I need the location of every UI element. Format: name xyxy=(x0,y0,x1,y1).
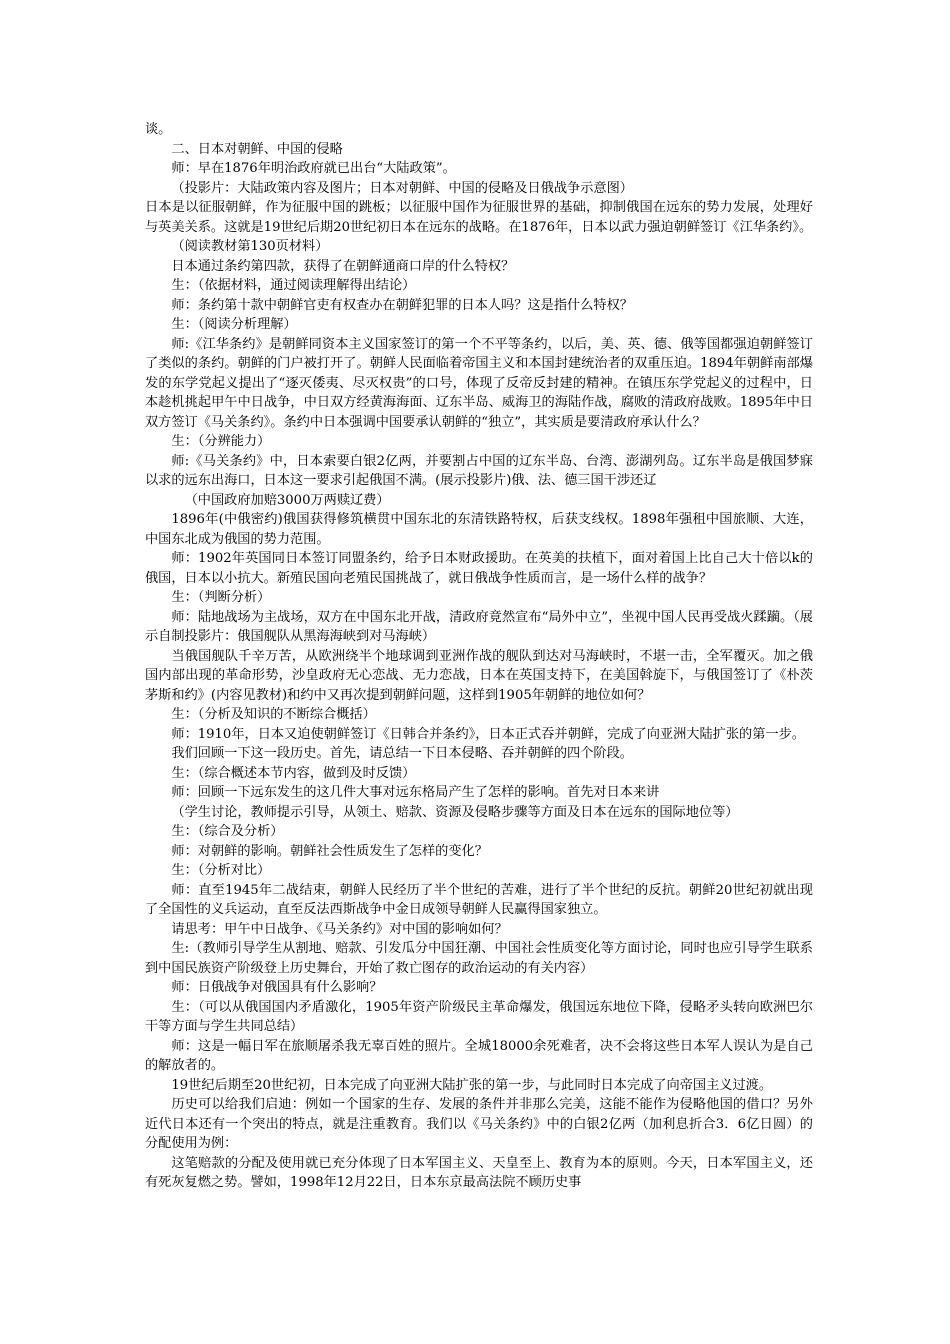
paragraph: 生：（判断分析） xyxy=(171,590,271,605)
paragraph: 请思考：甲午中日战争、《马关条约》对中国的影响如何？ xyxy=(171,921,508,937)
paragraph: （中国政府加赔3000万两赎辽费） xyxy=(184,492,390,508)
paragraph: 生:（教师引导学生从割地、赔款、引发瓜分中国狂潮、中国社会性质变化等方面讨论，同时也应引导学生联系到中国民族资产阶级登上历史舞台，开始了救亡图存的政治运动的有关内容） xyxy=(145,941,813,976)
paragraph: 当俄国舰队千辛万苦，从欧洲绕半个地球调到亚洲作战的舰队到达对马海峡时，不堪一击，全军覆灭。加之俄国内部出现的革命形势，沙皇政府无心恋战、无力恋战，日本在英国支持下，在美国斡旋下，与俄国签订了《朴茨茅斯和约》(内容见教材)和约中又再次提到朝鲜问题，这样到1905年朝鲜的地位如何？ xyxy=(145,648,813,703)
paragraph: 师：早在1876年明治政府就已出台“大陆政策”。 xyxy=(171,161,456,176)
paragraph: 二、日本对朝鲜、中国的侵略 xyxy=(171,141,343,157)
paragraph: 生：（分辨能力） xyxy=(171,434,271,449)
paragraph: 日本是以征服朝鲜，作为征服中国的跳板；以征服中国作为征服世界的基础，抑制俄国在远东的势力发展，处理好与英美关系。这就是19世纪后期20世纪初日本在远东的战略。在1876年，日本以武力强迫朝鲜签订《江华条约》。 xyxy=(145,200,813,235)
paragraph: 生：（综合及分析） xyxy=(171,824,284,839)
paragraph: 谈。 xyxy=(145,122,172,137)
paragraph: 师:《江华条约》是朝鲜同资本主义国家签订的第一个不平等条约，以后，美、英、德、俄等国都强迫朝鲜签订了类似的条约。朝鲜的门户被打开了。朝鲜人民面临着帝国主义和本国封建统治者的双重压迫。1894年朝鲜南部爆发的东学党起义提出了“逐灭倭夷、尽灭权贵”的口号，体现了反帝反封建的精神。在镇压东学党起义的过程中，日本趁机挑起甲午中日战争，中日双方经黄海海面、辽东半岛、威海卫的海陆作战，腐败的清政府战败。1895年中日双方签订《马关条约》。条约中日本强调中国要承认朝鲜的“独立”，其实质是要清政府承认什么？ xyxy=(145,336,813,430)
paragraph: 19世纪后期至20世纪初，日本完成了向亚洲大陆扩张的第一步，与此同时日本完成了向帝国主义过渡。 xyxy=(171,1077,773,1093)
paragraph: 生：（阅读分析理解） xyxy=(171,317,297,332)
paragraph: 师：对朝鲜的影响。朝鲜社会性质发生了怎样的变化？ xyxy=(171,843,488,859)
paragraph: 师:《马关条约》中，日本索要白银2亿两，并要割占中国的辽东半岛、台湾、澎湖列岛。辽东半岛是俄国梦寐以求的远东出海口，日本这一要求引起俄国不满。(展示投影片)俄、法、德三国干涉还辽 xyxy=(145,453,813,488)
paragraph: 生：（分析对比） xyxy=(171,863,271,878)
paragraph: 生：（分析及知识的不断综合概括） xyxy=(171,707,376,722)
paragraph: 师：1902年英国同日本签订同盟条约，给予日本财政援助。在英美的扶植下，面对着国上比自己大十倍以k的俄国，日本以小抗大。新殖民国向老殖民国挑战了，就日俄战争性质而言，是一场什么样的战争？ xyxy=(145,551,813,586)
paragraph: （学生讨论，教师提示引导，从领土、赔款、资源及侵略步骤等方面及日本在远东的国际地位等） xyxy=(171,804,739,820)
paragraph: 生：（综合概述本节内容，做到及时反馈） xyxy=(171,765,416,781)
paragraph: 师：回顾一下远东发生的这几件大事对远东格局产生了怎样的影响。首先对日本来讲 xyxy=(171,785,660,800)
paragraph: 师：日俄战争对俄国具有什么影响？ xyxy=(171,980,383,995)
paragraph: 日本通过条约第四款，获得了在朝鲜通商口岸的什么特权？ xyxy=(171,258,515,274)
paragraph: 师：1910年，日本又迫使朝鲜签订《日韩合并条约》，日本正式吞并朝鲜，完成了向亚洲大陆扩张的第一步。 xyxy=(171,726,805,742)
paragraph: 师：条约第十款中朝鲜官吏有权查办在朝鲜犯罪的日本人吗？这是指什么特权？ xyxy=(171,297,633,313)
paragraph: 历史可以给我们启迪：例如一个国家的生存、发展的条件并非那么完美，这能不能作为侵略他国的借口？另外近代日本还有一个突出的特点，就是注重教育。我们以《马关条约》中的白银2亿两（加利息折合3．6亿日圆）的分配使用为例： xyxy=(145,1097,813,1151)
paragraph: 这笔赔款的分配及使用就已充分体现了日本军国主义、天皇至上、教育为本的原则。今天，日本军国主义，还有死灰复燃之势。譬如，1998年12月22日，日本东京最高法院不顾历史事 xyxy=(145,1155,813,1190)
paragraph: （投影片：大陆政策内容及图片；日本对朝鲜、中国的侵略及日俄战争示意图） xyxy=(171,180,633,196)
paragraph: （阅读教材第130页材料） xyxy=(171,239,329,254)
paragraph: 我们回顾一下这一段历史。首先，请总结一下日本侵略、吞并朝鲜的四个阶段。 xyxy=(171,746,633,761)
paragraph: 师：这是一幅日军在旅顺屠杀我无辜百姓的照片。全城18000余死难者，决不会将这些日本军人误认为是自己的解放者的。 xyxy=(145,1038,813,1073)
document-body xyxy=(145,120,813,1193)
paragraph: 师：陆地战场为主战场，双方在中国东北开战，清政府竟然宣布“局外中立”，坐视中国人民再受战火蹂躏。（展示自制投影片：俄国舰队从黑海海峡到对马海峡） xyxy=(145,609,813,644)
paragraph: 生：（可以从俄国国内矛盾激化，1905年资产阶级民主革命爆发，俄国远东地位下降，侵略矛头转向欧洲巴尔干等方面与学生共同总结） xyxy=(145,999,813,1034)
paragraph: 生：（依据材料，通过阅读理解得出结论） xyxy=(171,278,416,293)
paragraph: 师：直至1945年二战结束，朝鲜人民经历了半个世纪的苦难，进行了半个世纪的反抗。朝鲜20世纪初就出现了全国性的义兵运动，直至反法西斯战争中金日成领导朝鲜人民赢得国家独立。 xyxy=(145,882,813,917)
paragraph: 1896年(中俄密约)俄国获得修筑横贯中国东北的东清铁路特权，后获支线权。1898年强租中国旅顺、大连，中国东北成为俄国的势力范围。 xyxy=(145,512,813,547)
